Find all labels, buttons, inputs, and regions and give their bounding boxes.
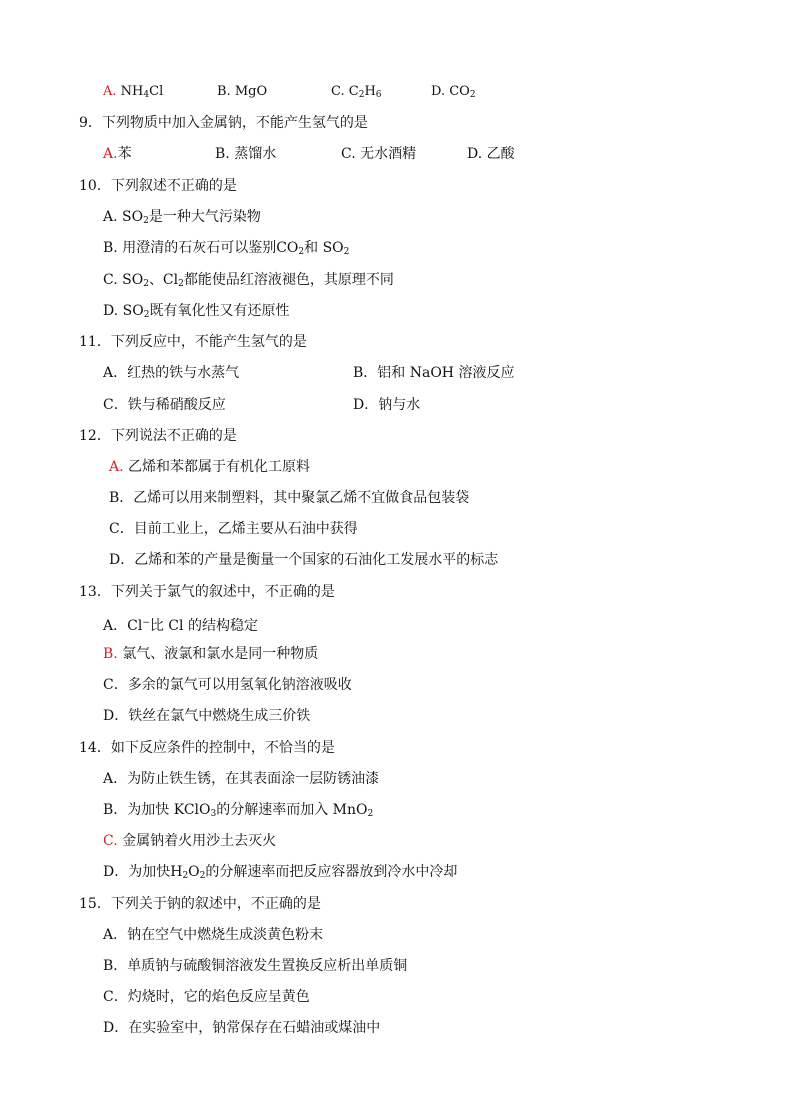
q14-option-d: D．为加快$H_2O_2$的分解速率而把反应容器放到冷水中冷却 [103,864,458,881]
q15-option-b: B．单质钠与硫酸铜溶液发生置换反应析出单质铜 [103,958,408,974]
q11-option-d: D．钠与水 [353,397,421,413]
q14-option-a: A．为防止铁生锈，在其表面涂一层防锈油漆 [103,771,380,787]
q11-option-c: C．铁与稀硝酸反应 [103,397,226,413]
q9-option-a: A.苯 [103,146,132,162]
q8-option-c: C. $C_2H_6$ [331,84,382,100]
q13-stem: 13．下列关于氯气的叙述中，不正确的是 [79,584,335,600]
q14-option-b: B．为加快 KClO$_3$的分解速率而加入 MnO$_2$ [103,802,374,819]
q9-option-b: B. 蒸馏水 [215,146,277,162]
q14-option-c: C. 金属钠着火用沙土去灭火 [103,833,277,849]
q10-option-d: D. $SO_2$既有氧化性又有还原性 [103,303,290,320]
q10-option-b: B. 用澄清的石灰石可以鉴别$CO_2$和 $SO_2$ [103,240,350,257]
q12-stem: 12．下列说法不正确的是 [79,428,237,444]
q9-options [103,144,563,164]
q13-option-c: C．多余的氯气可以用氢氧化钠溶液吸收 [103,677,352,693]
q8-option-b: B. MgO [217,84,268,99]
q13-option-b: B. 氯气、液氯和氯水是同一种物质 [103,646,319,662]
q12-option-c: C．目前工业上，乙烯主要从石油中获得 [109,521,358,537]
q8-option-d: D. $CO_2$ [431,84,476,100]
q11-option-a: A．红热的铁与水蒸气 [103,365,240,381]
q10-option-a: A. $SO_2$是一种大气污染物 [103,209,261,226]
q13-option-d: D．铁丝在氯气中燃烧生成三价铁 [103,708,311,724]
q11-stem: 11．下列反应中，不能产生氢气的是 [79,334,307,350]
q10-stem: 10．下列叙述不正确的是 [79,178,237,194]
q10-option-c: C. $SO_2$、$Cl_2$都能使品红溶液褪色，其原理不同 [103,272,394,289]
q9-option-c: C. 无水酒精 [341,146,417,162]
q12-option-d: D．乙烯和苯的产量是衡量一个国家的石油化工发展水平的标志 [109,552,499,568]
q15-option-a: A．钠在空气中燃烧生成淡黄色粉末 [103,927,324,943]
q14-stem: 14．如下反应条件的控制中，不恰当的是 [79,740,335,756]
q15-option-c: C．灼烧时，它的焰色反应呈黄色 [103,989,310,1005]
q13-option-a: A．Cl−比 Cl 的结构稳定 [103,618,258,634]
q15-stem: 15．下列关于钠的叙述中，不正确的是 [79,896,321,912]
q12-option-b: B．乙烯可以用来制塑料，其中聚氯乙烯不宜做食品包装袋 [109,490,470,506]
q9-option-d: D. 乙酸 [467,146,515,162]
q8-options [103,82,503,102]
q11-option-b: B．铝和 NaOH 溶液反应 [353,365,515,381]
q9-stem: 9．下列物质中加入金属钠，不能产生氢气的是 [79,115,368,131]
q8-option-a: A. $NH_4Cl$ [103,84,164,100]
q12-option-a: A. 乙烯和苯都属于有机化工原料 [109,459,311,475]
q15-option-d: D．在实验室中，钠常保存在石蜡油或煤油中 [103,1020,381,1036]
